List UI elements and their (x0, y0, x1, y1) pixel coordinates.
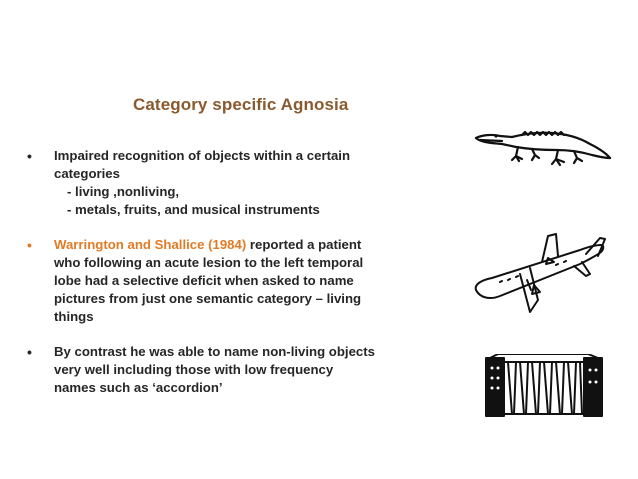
bullet-2-line-4: pictures from just one semantic category – living (54, 291, 362, 306)
bullet-item-2 (22, 236, 442, 326)
bullet-2-line-5: things (54, 309, 94, 324)
airplane-icon (470, 230, 615, 320)
bullet-2-line-1 (54, 236, 442, 254)
bullet-item-3 (22, 343, 442, 397)
citation-highlight: Warrington and Shallice (1984) (54, 237, 247, 252)
bullet-2-line-3: lobe had a selective deficit when asked to name (54, 273, 354, 288)
bullet-2-line-1-rest: reported a patient (246, 237, 362, 252)
accordion-icon (484, 354, 604, 421)
bullet-3-line-3: names such as ‘accordion’ (54, 380, 223, 395)
bullet-1-line-2: categories (54, 166, 120, 181)
bullet-icon: • (27, 344, 32, 360)
bullet-1-sub-line-1: - living ,nonliving, (67, 184, 180, 199)
bullet-1-sub-line-2: - metals, fruits, and musical instruments (67, 202, 320, 217)
bullet-3-line-2: very well including those with low frequency (54, 362, 334, 377)
bullet-2-line-2: who following an acute lesion to the left temporal (54, 255, 364, 270)
slide-body (22, 147, 442, 397)
slide-title: Category specific Agnosia (133, 95, 349, 114)
bullet-icon: • (27, 237, 32, 253)
bullet-1-line-1: Impaired recognition of objects within a certain (54, 148, 351, 163)
bullet-3-line-1: By contrast he was able to name non-living objects (54, 344, 375, 359)
bullet-item-1 (22, 147, 442, 219)
crocodile-icon (472, 120, 612, 174)
bullet-icon: • (27, 148, 32, 164)
